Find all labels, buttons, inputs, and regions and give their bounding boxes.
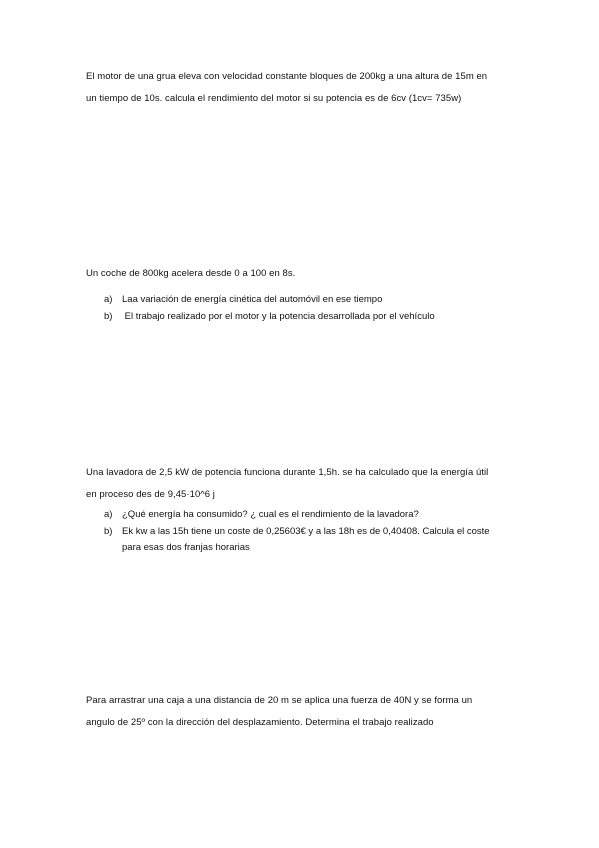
question-item (104, 507, 524, 523)
problem-2-questions (104, 292, 524, 325)
problem-1-statement (86, 66, 526, 110)
problem-4-statement (86, 690, 526, 734)
question-text: El trabajo realizado por el motor y la potencia desarrollada por el vehículo (122, 311, 435, 322)
question-marker: b) (104, 311, 113, 322)
question-item (104, 292, 524, 308)
problem-3-statement (86, 462, 526, 506)
statement-line: un tiempo de 10s. calcula el rendimiento del motor si su potencia es de 6cv (1cv= 735w) (86, 93, 462, 104)
statement-line: El motor de una grua eleva con velocidad constante bloques de 200kg a una altura de 15m en (86, 71, 488, 82)
question-text: ¿Qué energía ha consumido? ¿ cual es el rendimiento de la lavadora? (122, 509, 419, 520)
question-text: para esas dos franjas horarias (122, 542, 250, 553)
statement-line: angulo de 25º con la dirección del desplazamiento. Determina el trabajo realizado (86, 717, 434, 728)
question-item (104, 524, 524, 556)
statement-line: Un coche de 800kg acelera desde 0 a 100 en 8s. (86, 268, 296, 279)
question-marker: a) (104, 509, 113, 520)
statement-line: en proceso des de 9,45·10^6 j (86, 489, 215, 500)
question-text: Ek kw a las 15h tiene un coste de 0,25603€ y a las 18h es de 0,40408. Calcula el coste (122, 526, 490, 537)
question-marker: b) (104, 526, 113, 537)
problem-2-statement (86, 263, 526, 285)
question-text: Laa variación de energía cinética del automóvil en ese tiempo (122, 294, 383, 305)
question-item (104, 309, 524, 325)
question-marker: a) (104, 294, 113, 305)
statement-line: Una lavadora de 2,5 kW de potencia funciona durante 1,5h. se ha calculado que la energía útil (86, 467, 489, 478)
statement-line: Para arrastrar una caja a una distancia de 20 m se aplica una fuerza de 40N y se forma un (86, 695, 473, 706)
problem-3-questions (104, 507, 524, 556)
